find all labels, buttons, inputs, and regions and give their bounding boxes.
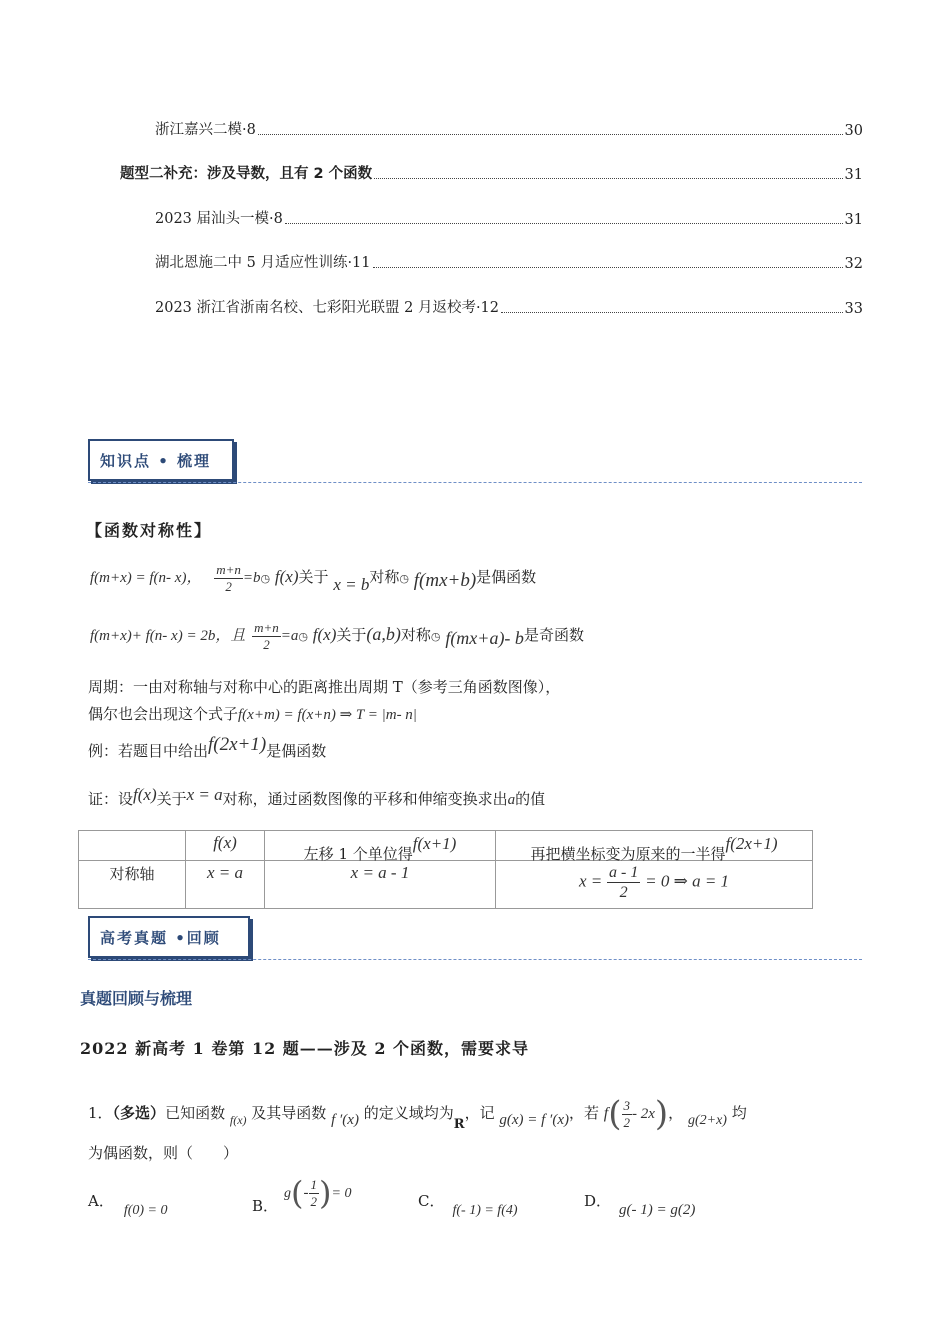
table-cell: x = a (206, 863, 244, 882)
table-cell: x = a - 1 (350, 863, 410, 882)
section-heading: 【函数对称性】 (86, 521, 213, 540)
toc-page: 32 (844, 256, 863, 272)
toc-label: 湖北恩施二中 5 月适应性训练·11 (155, 255, 371, 271)
toc-entry[interactable] (155, 296, 863, 317)
toc-label: 浙江嘉兴二模·8 (155, 122, 256, 138)
question-stem: 1．（多选）已知函数 $_{f(x)}$ 及其导函数 f ′(x) 的定义域均为R，记 g(x) = f ′(x)，若 f( $\frac{3}{2}$ - 2x)， g(2+x) 均 (88, 1094, 747, 1134)
section-badge-exam: 高考真题 •回顾 (88, 916, 250, 958)
option-a[interactable]: A．f(0) = 0 (88, 1192, 168, 1218)
toc-label: 2023 届汕头一模·8 (155, 211, 283, 227)
table-row-label: 对称轴 (109, 865, 155, 883)
divider (88, 482, 862, 483)
toc-entry[interactable] (155, 118, 863, 139)
option-d[interactable]: D． g(- 1) = g(2) (584, 1192, 696, 1218)
section-badge-knowledge: 知识点 • 梳理 (88, 439, 234, 481)
toc-entry[interactable] (120, 162, 863, 183)
divider (88, 959, 862, 960)
proof-text: 证：设f(x)关于x = a对称，通过函数图像的平移和伸缩变换求出a的值 (88, 785, 546, 808)
toc-entry[interactable] (155, 207, 863, 228)
table-header: 左移 1 个单位得 (303, 845, 413, 863)
table-header: 再把横坐标变为原来的一半得 (530, 845, 726, 863)
toc-label: 2023 浙江省浙南名校、七彩阳光联盟 2 月返校考·12 (155, 300, 500, 316)
toc-page: 31 (844, 212, 863, 228)
toc-entry[interactable] (155, 251, 863, 272)
example-text: 例：若题目中给出f(2x+1)是偶函数 (88, 734, 327, 760)
option-c[interactable]: C．f(- 1) = f(4) (418, 1192, 518, 1218)
period-formula: 偶尔也会出现这个式子f(x+m) = f(x+n) ⇒ T = |m- n| (88, 705, 417, 723)
question-stem-cont: 为偶函数，则（ ） (88, 1144, 239, 1162)
section-title: 真题回顾与梳理 (80, 989, 193, 1008)
table-header: f(x) (213, 833, 237, 852)
period-text: 周期：一由对称轴与对称中心的距离推出周期 T（参考三角函数图像）， (88, 678, 561, 696)
toc-page: 31 (844, 167, 863, 183)
question-title: 2022 新高考 1 卷第 12 题——涉及 2 个函数，需要求导 (80, 1039, 530, 1058)
symmetry-table: f(x) 左移 1 个单位得f(x+1) 再把横坐标变为原来的一半得f(2x+1) 对称轴 x = a x = a - 1 x = $\frac{a - 1}{2}$ = 0 ⇒ a = 1 (78, 830, 813, 909)
formula-odd: f(m+x)+ f(n- x) = 2b，且 $\frac{m+n}{2}$ =a◷ f(x)关于(a,b)对称◷ f(mx+a)- b是奇函数 (90, 620, 584, 652)
toc-label: 题型二补充：涉及导数，且有 2 个函数 (120, 166, 373, 182)
option-b[interactable]: B．g(- $\frac{1}{2}$ )= 0 (252, 1174, 352, 1215)
toc-page: 30 (844, 123, 863, 139)
formula-even: f(m+x) = f(n- x)， $\frac{m+n}{2}$ =b◷ f(x)关于 x = b对称◷ f(mx+b)是偶函数 (90, 562, 537, 595)
toc-page: 33 (844, 301, 863, 317)
